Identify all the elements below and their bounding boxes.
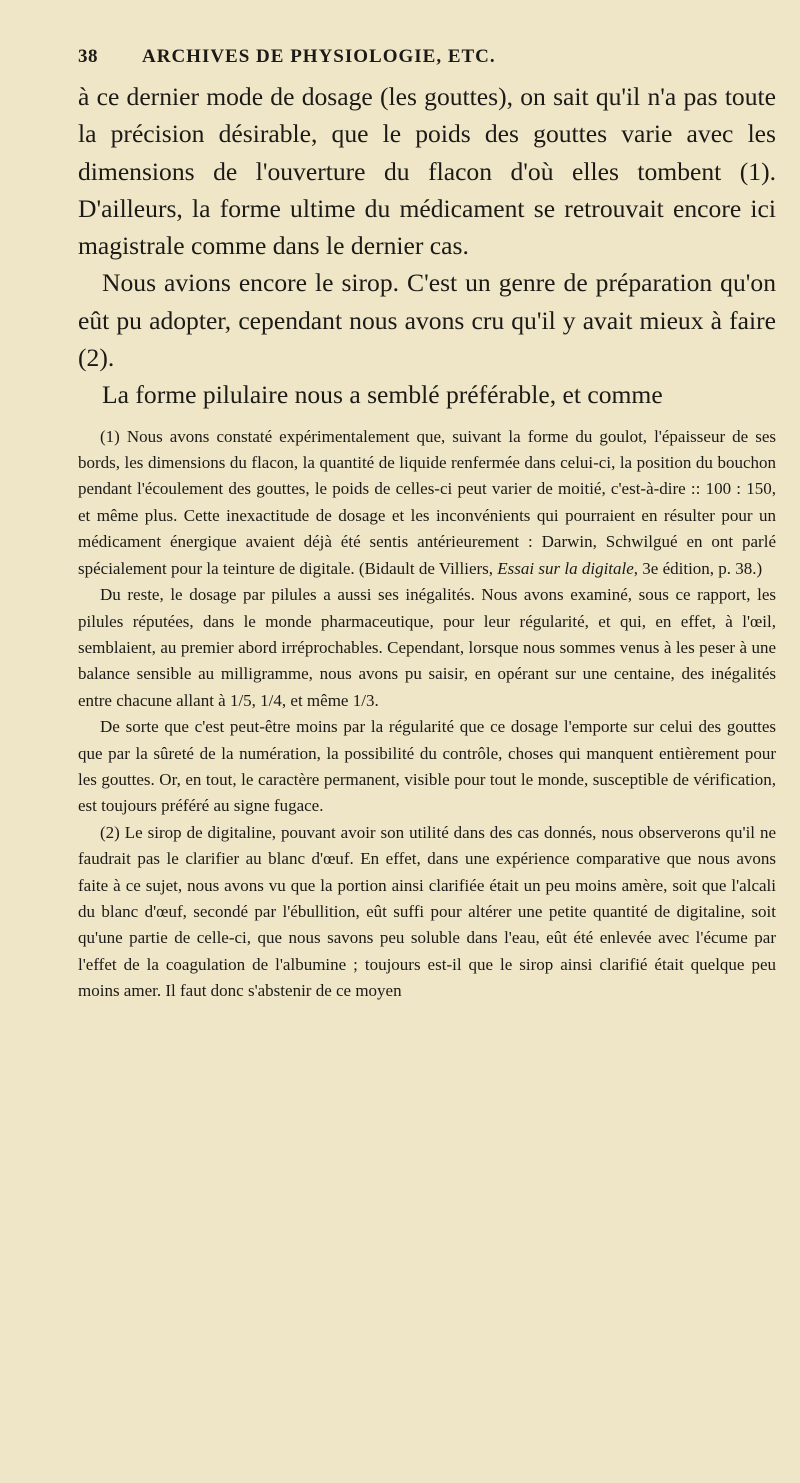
footnotes xyxy=(78,424,776,1005)
running-title: ARCHIVES DE PHYSIOLOGIE, ETC. xyxy=(142,46,496,67)
page-number: 38 xyxy=(78,46,98,67)
main-text xyxy=(78,78,776,414)
footnote-continuation: Du reste, le dosage par pilules a aussi ses inégalités. Nous avons examiné, sous ce rapport, les pilules réputées, dans le monde pharmaceutique, pour leur régularité, et qui, en effet, à l'œil, semblaient, au premier abord irréprochables. Cependant, lorsque nous sommes venus à les peser à une balance sensible au milligramme, nous avons pu saisir, en opérant sur une centaine, des inégalités entre chacune allant à 1/5, 1/4, et même 1/3. xyxy=(78,585,776,710)
footnote-2: (2) Le sirop de digitaline, pouvant avoir son utilité dans des cas donnés, nous observerons qu'il ne faudrait pas le clarifier au blanc d'œuf. En effet, dans une expérience comparative que nous avons faite à ce sujet, nous avons vu que la portion ainsi clarifiée était un peu moins amère, soit que l'alcali du blanc d'œuf, secondé par l'ébullition, eût suffi pour altérer une petite quantité de digitaline, soit qu'une partie de celle-ci, que nous savons peu soluble dans l'eau, eût été enlevée avec l'écume par l'effet de la coagulation de l'albumine ; toujours est-il que le sirop ainsi clarifié était quelque peu moins amer. Il faut donc s'abstenir de ce moyen xyxy=(78,822,776,1001)
footnote-1 xyxy=(78,424,776,582)
footnote-1-book-title: Essai sur la digitale xyxy=(497,558,634,578)
running-header xyxy=(78,46,776,68)
body-paragraph: Nous avions encore le sirop. C'est un genre de préparation qu'on eût pu adopter, cependant nous avons cru qu'il y avait mieux à faire (2). xyxy=(78,268,776,373)
body-paragraph: à ce dernier mode de dosage (les gouttes), on sait qu'il n'a pas toute la précision désirable, que le poids des gouttes varie avec les dimensions de l'ouverture du flacon d'où elles tombent (1). D'ailleurs, la forme ultime du médicament se retrouvait encore ici magistrale comme dans le dernier cas. xyxy=(78,82,776,261)
footnote-1-citation: , 3e édition, p. 38.) xyxy=(633,558,763,578)
body-paragraph: La forme pilulaire nous a semblé préférable, et comme xyxy=(102,380,663,410)
footnote-continuation: De sorte que c'est peut-être moins par la régularité que ce dosage l'emporte sur celui des gouttes que par la sûreté de la numération, la possibilité du contrôle, choses qui manquent entièrement pour les gouttes. Or, en tout, le caractère permanent, visible pour tout le monde, susceptible de vérification, est toujours préféré au signe fugace. xyxy=(78,717,776,816)
footnote-1-text: (1) Nous avons constaté expérimentalement que, suivant la forme du goulot, l'épaisseur de ses bords, les dimensions du flacon, la quantité de liquide renfermée dans celui-ci, la position du bouchon pendant l'écoulement des gouttes, le poids de celles-ci peut varier de moitié, c'est-à-dire :: 100 : 150, et même plus. Cette inexactitude de dosage et les inconvénients qui pourraient en résulter pour un médicament énergique avaient déjà été sentis antérieurement : Darwin, Schwilgué en ont parlé spécialement pour la teinture de digitale. (Bidault de Villiers, xyxy=(78,426,776,578)
